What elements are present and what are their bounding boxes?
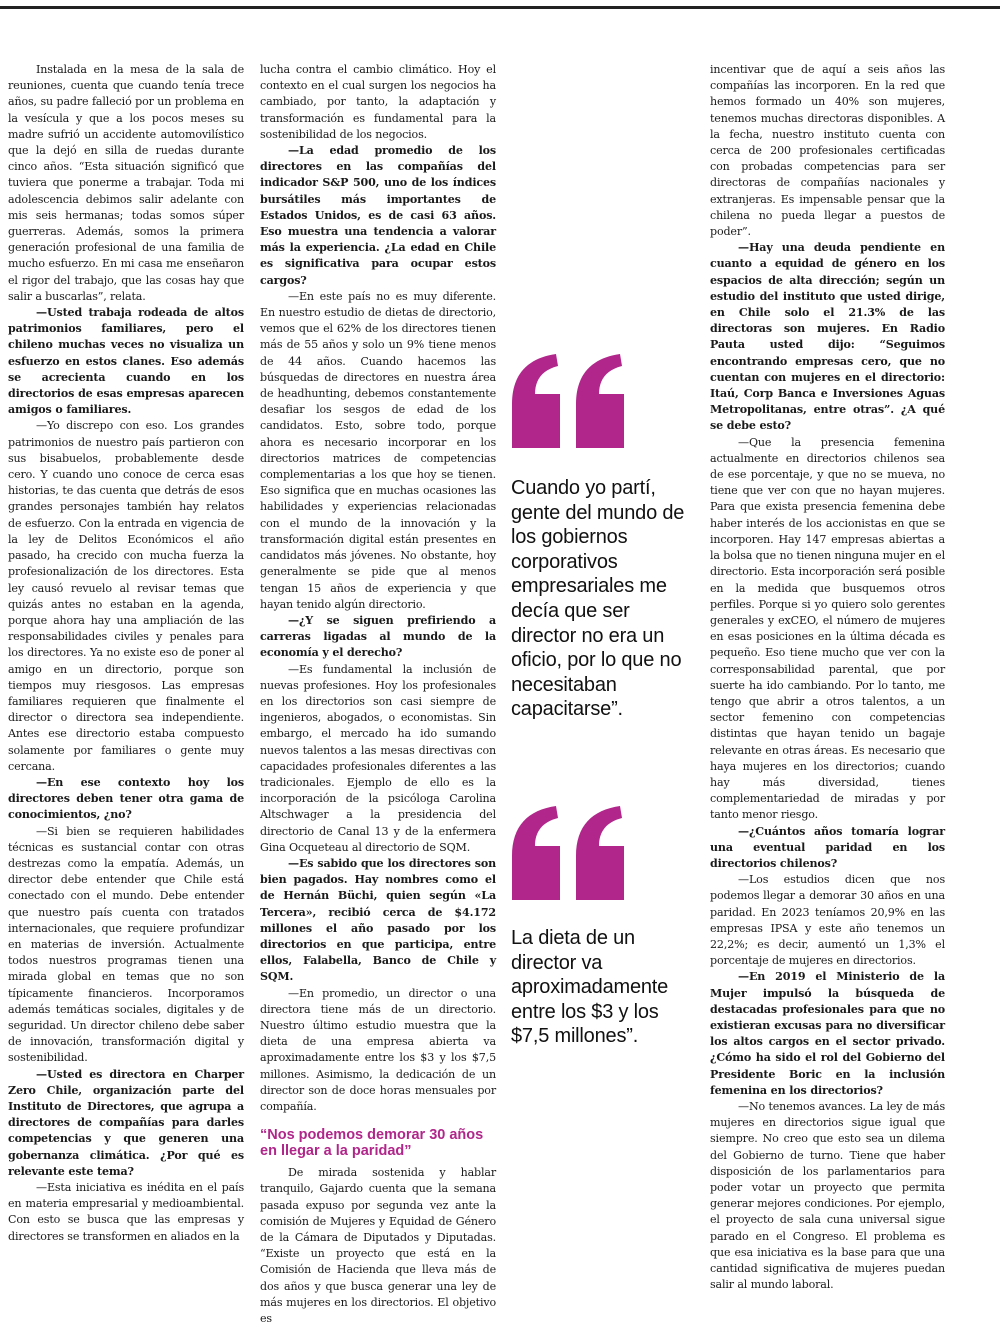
interview-question: —¿Cuántos años tomaría lograr una eventual paridad en los directorios chilenos? xyxy=(710,824,945,870)
paragraph: De mirada sostenida y hablar tranquilo, Gajardo cuenta que la semana pasada expuso por segunda vez ante la comisión de Mujeres y Equidad de Género de la Cámara de Diputados y Diputadas. “Existe un proyecto que está en la Comisión de Hacienda que lleva más de dos años y que busca generar una ley de más mujeres en los directorios. El objetivo es xyxy=(260,1166,496,1326)
paragraph: —En promedio, un director o una directora tiene más de un directorio. Nuestro último estudio muestra que la dieta de una empresa abierta va aproximadamente entre los $3 y los $7,5 millones. Asimismo, la dedicación de un director son de doce horas mensuales por compañía. xyxy=(260,986,496,1113)
interview-question: —¿Y se siguen prefiriendo a carreras ligadas al mundo de la economía y el derecho? xyxy=(260,613,496,660)
paragraph: —Si bien se requieren habilidades técnicas es sustancial contar con otras destrezas como la empatía. Además, un director debe entender que Chile está conectado con el mundo. Debe entender que nuestro país cuenta con tratados internacionales, que requiere profundizar en materias de inversión. Actualmente todos nuestros programas tienen una mirada global en temas que no son típicamente financieros. Incorporamos además temáticas sociales, digitales y de seguridad. Un director chileno debe saber de innovación, transformación digital y sostenibilidad. xyxy=(8,824,244,1065)
interview-question: —Hay una deuda pendiente en cuanto a equidad de género en los espacios de alta dirección; según un estudio del instituto que usted dirige, en Chile solo el 21.3% de las directoras son mujeres. En Radio Pauta usted dijo: “Seguimos encontrando empresas cero, que no cuentan con mujeres en el directorio: Itaú, Corp Banca e Inversiones Aguas Metropolitanas, entre otras”. ¿A qué se debe esto? xyxy=(710,241,945,433)
paragraph: lucha contra el cambio climático. Hoy el contexto en el cual surgen los negocios ha cambiado, por tanto, la adaptación y transformación es fundamental para la sostenibilidad de los negocios. xyxy=(260,63,496,141)
interview-question: —Es sabido que los directores son bien pagados. Hay nombres como el de Hernán Büchi, quien según «La Tercera», recibió cerca de $4.172 millones el año pasado por los directorios en que participa, entre ellos, Falabella, Banco de Chile y SQM. xyxy=(260,856,496,984)
interview-question: —En 2019 el Ministerio de la Mujer impulsó la búsqueda de destacadas profesionales para que no existieran excusas para no diversificar los altos cargos en el sector privado. ¿Cómo ha sido el rol del Gobierno del Presidente Boric en la inclusión femenina en los directorios? xyxy=(710,970,945,1097)
interview-question: —En ese contexto hoy los directores deben tener otra gama de conocimientos, ¿no? xyxy=(8,775,244,822)
paragraph: —En este país no es muy diferente. En nuestro estudio de dietas de directorio, vemos que el 62% de los directores tienen más de 55 años y solo un 9% tiene menos de 44 años. Cuando hacemos las búsquedas de directores en nuestra área de headhunting, debemos constantemente desafiar los sesgos de edad de los candidatos. Esto, sobre todo, porque ahora es necesario incorporar en los directorios matrices de competencias complementarias a los que hoy se tienen. Eso significa que en muchas ocasiones las habilidades y experiencias relacionadas con el mundo de la innovación y la transformación digital están presentes en candidatos más jóvenes. No obstante, hoy generalmente se pide que al menos tengan 15 años de experiencia y que hayan tenido algún directorio. xyxy=(260,289,496,611)
quote-mark-icon xyxy=(510,804,630,904)
pull-quote-1: Cuando yo partí, gente del mundo de los gobiernos corporativos empresariales me decía que ser director no era un oficio, por lo que no necesitaban capacitarse”. xyxy=(511,477,685,721)
column-2-paragraphs xyxy=(260,62,496,1115)
interview-question: —Usted es directora en Charper Zero Chile, organización parte del Instituto de Directores, que agrupa a directores de compañías para darles competencias y que generen una gobernanza climática. ¿Por qué es relevante este tema? xyxy=(8,1067,244,1178)
article-column-1 xyxy=(8,62,244,1245)
column-2-after-subheading xyxy=(260,1165,496,1327)
article-column-3 xyxy=(710,62,945,1293)
paragraph: —Los estudios dicen que nos podemos llegar a demorar 30 años en una paridad. En 2023 teníamos 20,9% en las empresas IPSA y este año tenemos un 22,2%; es decir, aumentó un 1,3% el porcentaje de mujeres en directorios. xyxy=(710,873,945,968)
top-rule xyxy=(0,6,1000,9)
paragraph: —No tenemos avances. La ley de más mujeres en directorios sigue igual que siempre. No creo que esto sea un dilema del Gobierno de turno. Tiene que haber disposición de los parlamentarios para poder votar un proyecto que permita generar mejores condiciones. Por ejemplo, el proyecto de sala cuna universal sigue parado en el Congreso. El problema es que esa iniciativa es la base para que una cantidad significativa de mujeres puedan salir al mundo laboral. xyxy=(710,1100,945,1292)
paragraph: —Esta iniciativa es inédita en el país en materia empresarial y medioambiental. Con esto se busca que las empresas y directores se transformen en aliados en la xyxy=(8,1181,244,1243)
quote-mark-icon xyxy=(510,352,630,452)
section-subheading: “Nos podemos demorar 30 años en llegar a la paridad” xyxy=(260,1127,484,1160)
interview-question: —La edad promedio de los directores en las compañías del indicador S&P 500, uno de los índices bursátiles más importantes de Estados Unidos, es de casi 63 años. Eso muestra una tendencia a valorar más la experiencia. ¿La edad en Chile es significativa para ocupar estos cargos? xyxy=(260,144,496,287)
article-column-2 xyxy=(260,62,496,1327)
paragraph: —Yo discrepo con eso. Los grandes patrimonios de nuestro país partieron con sus bisabuelos, probablemente desde cero. Y cuando uno conoce de cerca esas historias, te das cuenta que detrás de esos grandes personajes también hay relatos de esfuerzo. Con la entrada en vigencia de la ley de Delitos Económicos el año pasado, ha crecido con mucha fuerza la profesionalización de los directores. Esta ley causó revuelo al revisar temas que quizás antes no estaban en la agenda, porque ahora hay una ampliación de las responsabilidades civiles y penales para los directores. Ya no existe eso de poner al amigo en un directorio, porque son tiempos muy riesgosos. Las empresas familiares requieren que finalmente el director o directora sea independiente. Antes ese directorio estaba compuesto solamente por familiares o gente muy cercana. xyxy=(8,419,244,773)
interview-question: —Usted trabaja rodeada de altos patrimonios familiares, pero el chileno muchas veces no visualiza un esfuerzo en estos clanes. Eso además se acrecienta cuando en los directorios de esas empresas aparecen amigos o familiares. xyxy=(8,306,244,417)
paragraph: —Que la presencia femenina actualmente en directorios chilenos sea de ese porcentaje, y que no se mueva, no tiene que ver con que no hayan mujeres. Para que exista presencia femenina debe haber interés de los accionistas en que se incorporen. Hay 147 empresas abiertas a la bolsa que no tienen ninguna mujer en el directorio. Esta incorporación será posible en la medida que busquemos otros perfiles. Porque si yo quiero solo gerentes generales y exCEO, el número de mujeres en esas posiciones en la última década es pequeño. Eso tiene mucho que ver con la corresponsabilidad parental, que por suerte ha ido cambiando. Por lo tanto, me tengo que abrir a otros talentos, a un sector femenino con competencias distintas que hayan tenido un bagaje relevante en otras áreas. Es necesario que haya mujeres en los directorios; cuando hay más diversidad, tienes complementariedad de miradas y por tanto menor riesgo. xyxy=(710,435,945,822)
paragraph: incentivar que de aquí a seis años las compañías las incorporen. En la red que hemos formado un 40% son mujeres, tenemos muchas directoras disponibles. A la fecha, nuestro instituto cuenta con cerca de 200 profesionales certificadas con probadas competencias para ser directoras de compañías nacionales y extranjeras. Es impensable pensar que la chilena no pueda llegar a puestos de poder”. xyxy=(710,63,945,239)
paragraph: Instalada en la mesa de la sala de reuniones, cuenta que cuando tenía trece años, su padre falleció por un problema en la vesícula y que a los pocos meses su madre sufrió un accidente automovilístico que la dejó en silla de ruedas durante cinco años. “Esta situación significó que tuviera que ponerme a trabajar. Toda mi adolescencia debimos salir adelante con mis seis hermanas; todas somos súper guerreras. Además, somos la primera generación profesional de una familia de mucho esfuerzo. En mi casa me enseñaron el rigor del trabajo, que las cosas hay que salir a buscarlas”, relata. xyxy=(8,63,244,303)
paragraph: —Es fundamental la inclusión de nuevas profesiones. Hoy los profesionales en los directorios son casi siempre de ingenieros, abogados, o economistas. Sin embargo, el mercado ha ido sumando nuevos talentos a las mesas directivas con capacidades profesionales diferentes a las tradicionales. Ejemplo de ello es la incorporación de la psicóloga Carolina Altschwager a la presidencia del directorio de Canal 13 y de la enfermera Gina Ocqueteau al directorio de SQM. xyxy=(260,662,496,854)
pull-quote-2: La dieta de un director va aproximadamente entre los $3 y los $7,5 millones”. xyxy=(511,927,669,1048)
